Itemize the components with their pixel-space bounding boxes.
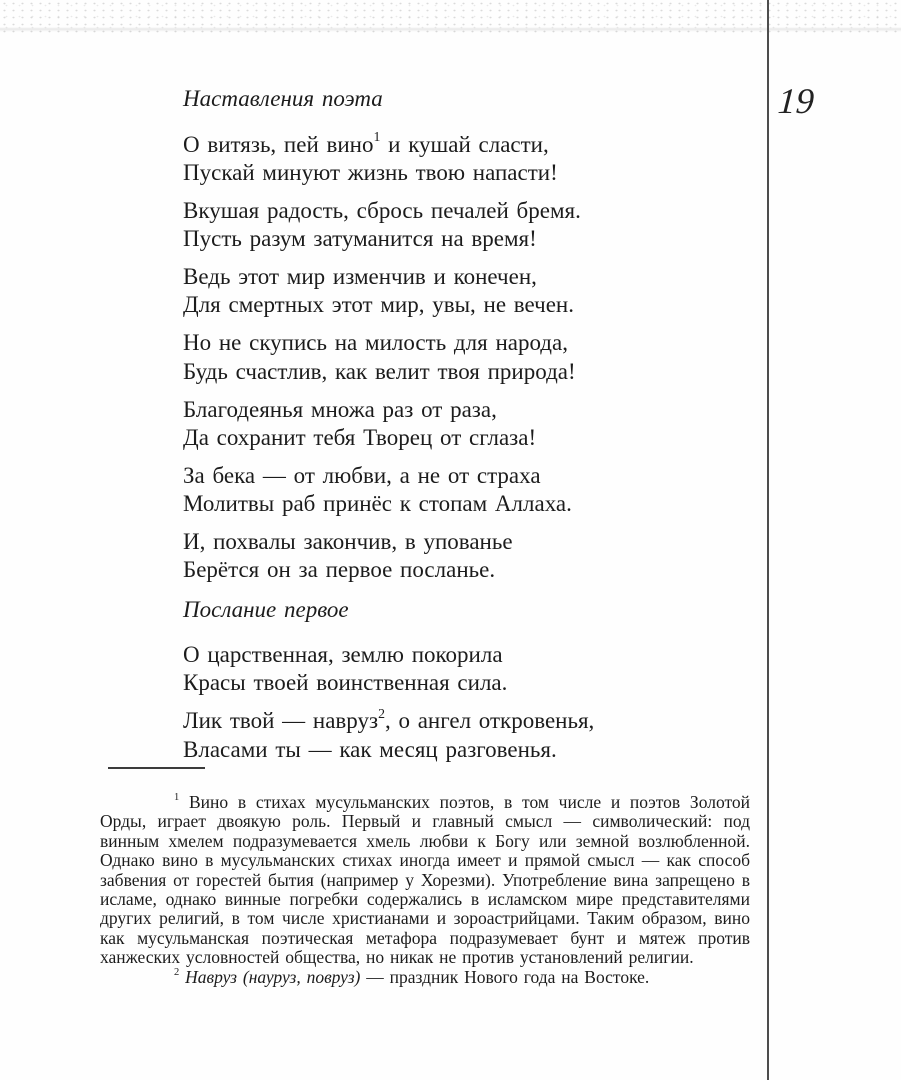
footnote-marker: 2 <box>174 966 180 978</box>
footnote: $^2$ Навруз (науруз, повруз) — праздник Нового года на Востоке. <box>174 966 650 987</box>
poem-line: За бека — от любви, а не от страха <box>183 462 541 488</box>
poem-line: Будь счастлив, как велит твоя природа! <box>183 358 576 384</box>
poem-line: Для смертных этот мир, увы, не вечен. <box>183 292 574 318</box>
italic-term: Навруз (науруз, повруз) <box>185 966 361 987</box>
footnotes <box>100 793 750 987</box>
page-number: 19 <box>776 81 816 121</box>
poem-line: Пускай минуют жизнь твою напасти! <box>183 159 558 185</box>
margin-rule <box>767 0 769 1080</box>
poem-section-title: Послание первое <box>183 596 349 622</box>
footnote-marker: 1 <box>174 792 180 804</box>
stanza <box>183 462 753 518</box>
stanza <box>183 131 753 187</box>
poem-line: Лик твой — навруз$^2$, о ангел откровенья, <box>183 706 595 734</box>
poem-section-title: Наставления поэта <box>183 86 383 111</box>
poem-line: О царственная, землю покорила <box>183 642 503 668</box>
stanza <box>183 329 753 385</box>
stanza <box>183 707 753 763</box>
poem-line: Пусть разум затуманится на время! <box>183 226 537 251</box>
poem-line: О витязь, пей вино$^1$ и кушай сласти, <box>183 129 549 157</box>
stanza <box>183 641 753 697</box>
poem-line: Красы твоей воинственная сила. <box>183 670 508 696</box>
poem-line: И, похвалы закончив, в упованье <box>183 529 513 555</box>
scan-artifact-top <box>0 0 901 34</box>
stanza <box>183 197 753 253</box>
footnote-marker: 2 <box>378 706 385 722</box>
poem <box>183 84 753 774</box>
poem-line: Благодеянья множа раз от раза, <box>183 396 497 422</box>
poem-line: Но не скупись на милость для народа, <box>183 330 568 356</box>
footnote-separator <box>108 767 205 769</box>
poem-line: Молитвы раб принёс к стопам Аллаха. <box>183 491 572 517</box>
poem-line: Берётся он за первое посланье. <box>183 557 496 583</box>
poem-line: Да сохранит тебя Творец от сглаза! <box>183 424 537 450</box>
poem-line: Вкушая радость, сбрось печалей бремя. <box>183 197 581 223</box>
poem-line: Ведь этот мир изменчив и конечен, <box>183 264 537 290</box>
stanza <box>183 263 753 319</box>
footnote: $^1$ Вино в стихах мусульманских поэтов, в том числе и поэтов Золотой Орды, играет двоякую роль. Первый и главный смысл — символический: под винным хмелем подразумевается хмель любви к Богу или земной возлюбленной. Однако вино в мусульманских стихах иногда имеет и прямой смысл — как способ забвения от горестей бытия (например у Хорезми). Употребление вина запрещено в исламе, однако винные погребки содержались в исламском мире представителями других религий, в том числе христианами и зороастрийцами. Таким образом, вино как мусульманская поэтическая метафора подразумевает бунт и мятеж против ханжеских условностей общества, но никак не против установлений религии. <box>100 792 750 968</box>
stanza <box>183 396 753 452</box>
poem-line: Власами ты — как месяц разговенья. <box>183 736 557 762</box>
stanza <box>183 528 753 584</box>
footnote-marker: 1 <box>373 129 381 145</box>
